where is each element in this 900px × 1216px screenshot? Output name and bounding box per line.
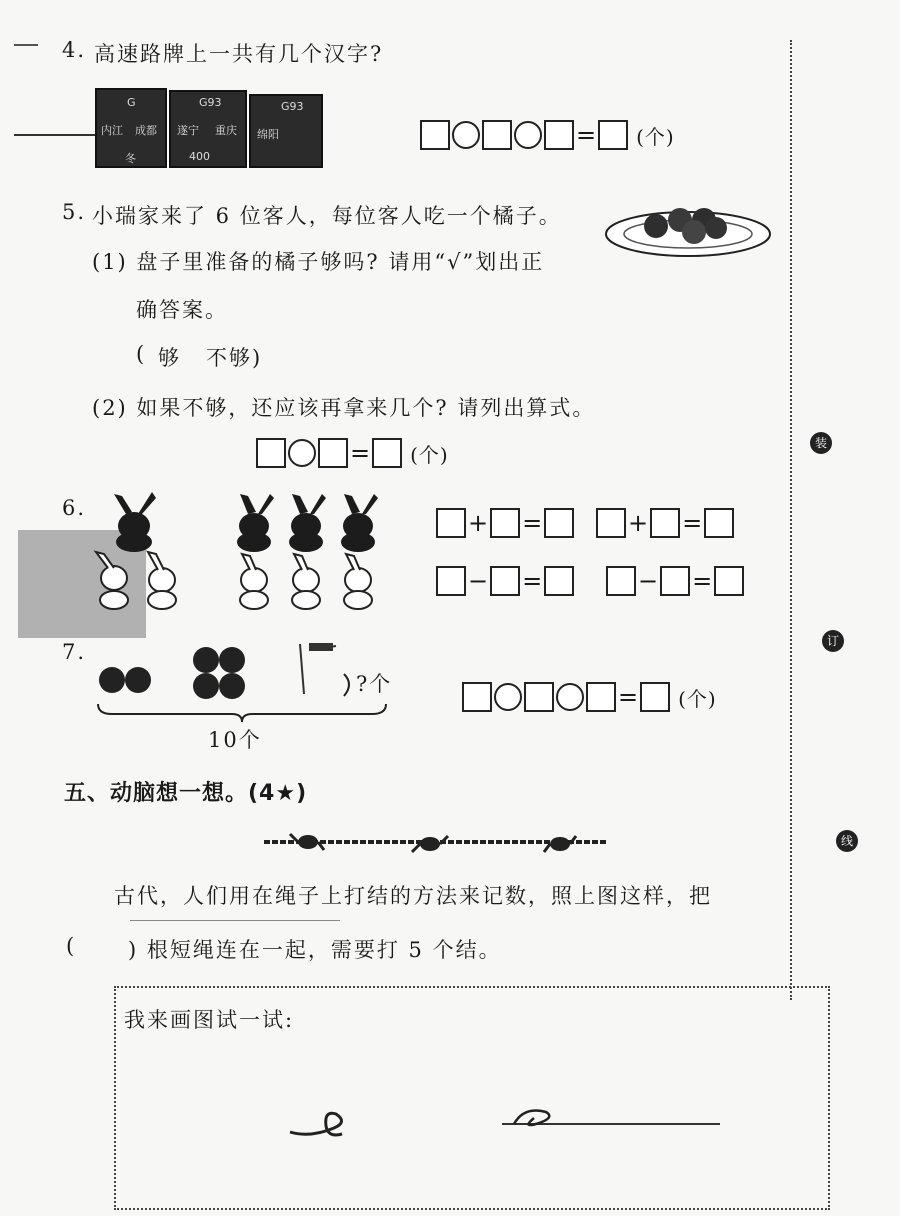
unit-label: (个) [678, 686, 717, 711]
equals-sign: = [576, 121, 597, 149]
equation-q6-sub-1 [436, 566, 574, 596]
unit-label: (个) [636, 124, 675, 149]
knot-icon [290, 834, 324, 850]
choice-not-enough[interactable]: 不够) [206, 346, 263, 370]
equals-sign: = [618, 683, 639, 711]
question-5-number: 5. [62, 200, 87, 224]
sign-1-code: G [127, 96, 136, 109]
answer-box[interactable] [650, 508, 680, 538]
sign-2-right: 重庆 [215, 124, 237, 137]
rabbit-group-right [232, 488, 388, 614]
question-4-number: 4. [62, 38, 87, 62]
equation-q6-sub-2 [606, 566, 744, 596]
minus-sign: − [638, 567, 659, 595]
highway-sign-2 [169, 90, 247, 168]
orange-fruit [682, 220, 706, 244]
equals-sign: = [522, 509, 543, 537]
question-5-text: 小瑞家来了 6 位客人，每位客人吃一个橘子。 [92, 204, 562, 228]
orange-fruit [644, 214, 668, 238]
answer-box[interactable] [482, 120, 512, 150]
margin-underline [130, 920, 340, 921]
question-4-text: 高速路牌上一共有几个汉字? [94, 42, 384, 66]
sign-1-right: 成都 [135, 124, 157, 137]
answer-box[interactable] [372, 438, 402, 468]
black-rabbit-icon [289, 494, 326, 552]
black-rabbit-icon [237, 494, 274, 552]
operator-circle[interactable] [452, 121, 480, 149]
apple-icon [193, 647, 245, 699]
plate-of-oranges [604, 196, 774, 260]
equals-sign: = [522, 567, 543, 595]
equals-sign: = [682, 509, 703, 537]
margin-dash-top [14, 44, 38, 46]
choice-open-paren: ( [136, 342, 147, 366]
answer-box[interactable] [318, 438, 348, 468]
sign-1-bottom: 冬 [125, 152, 136, 165]
question-mark-count: ?个 [356, 672, 393, 696]
answer-box[interactable] [544, 508, 574, 538]
drawing-area[interactable] [114, 986, 830, 1210]
answer-box[interactable] [640, 682, 670, 712]
equation-q7 [462, 682, 717, 712]
equals-sign: = [692, 567, 713, 595]
choice-enough[interactable]: 够 [158, 346, 181, 370]
sign-2-left: 遂宁 [177, 124, 199, 137]
answer-box[interactable] [436, 566, 466, 596]
operator-circle[interactable] [288, 439, 316, 467]
answer-box[interactable] [714, 566, 744, 596]
plus-sign: + [628, 509, 649, 537]
equation-q4 [420, 120, 675, 150]
white-rabbit-icon [344, 554, 372, 609]
sign-3-left: 绵阳 [257, 128, 279, 141]
unit-label: (个) [410, 442, 449, 467]
margin-line-q4 [14, 134, 98, 136]
answer-box[interactable] [660, 566, 690, 596]
question-6-number: 6. [62, 496, 87, 520]
orange-fruit [705, 217, 727, 239]
sign-2-code: G93 [199, 96, 222, 109]
pencil-sketch [284, 1098, 724, 1148]
binding-mark-1: 装 [810, 432, 832, 454]
rabbit-group-left [92, 488, 192, 614]
equals-sign: = [350, 439, 371, 467]
answer-box[interactable] [606, 566, 636, 596]
highway-sign-1 [95, 88, 167, 168]
knot-icon [544, 836, 576, 852]
bracket-right [344, 674, 349, 696]
binding-mark-3: 线 [836, 830, 858, 852]
hidden-apples-bag [300, 644, 336, 694]
equation-q5 [256, 438, 449, 468]
binding-mark-2: 订 [822, 630, 844, 652]
brace-total [98, 704, 386, 722]
question-5-part2: (2) 如果不够，还应该再拿来几个? 请列出算式。 [92, 396, 596, 420]
minus-sign: − [468, 567, 489, 595]
white-rabbit-icon [96, 552, 128, 609]
answer-box[interactable] [490, 566, 520, 596]
answer-box[interactable] [598, 120, 628, 150]
sign-3-code: G93 [281, 100, 304, 113]
equation-q6-add-2 [596, 508, 734, 538]
highway-sign-3 [249, 94, 323, 168]
answer-box[interactable] [596, 508, 626, 538]
answer-box[interactable] [544, 120, 574, 150]
total-count-label: 10个 [208, 728, 262, 752]
binding-dotted-line [790, 40, 792, 1000]
highway-signs [95, 88, 325, 168]
apples-figure [92, 634, 392, 724]
answer-box[interactable] [524, 682, 554, 712]
sign-2-bottom: 400 [189, 150, 210, 163]
question-5-part1-line1: (1) 盘子里准备的橘子够吗? 请用“√”划出正 [92, 250, 545, 274]
answer-box[interactable] [436, 508, 466, 538]
answer-box[interactable] [586, 682, 616, 712]
answer-box[interactable] [704, 508, 734, 538]
answer-box[interactable] [462, 682, 492, 712]
answer-box[interactable] [544, 566, 574, 596]
drawing-area-label: 我来画图试一试: [124, 1008, 295, 1032]
apple-icon [99, 667, 151, 693]
white-rabbit-icon [292, 554, 320, 609]
operator-circle[interactable] [514, 121, 542, 149]
knotted-rope-figure [262, 828, 608, 858]
white-rabbit-icon [148, 552, 176, 609]
rope-answer-open-paren: ( [66, 934, 77, 958]
sign-1-left: 内江 [101, 124, 123, 137]
white-rabbit-icon [240, 554, 268, 609]
black-rabbit-icon [114, 492, 156, 552]
question-5-part1-line2: 确答案。 [136, 298, 228, 322]
operator-circle[interactable] [556, 683, 584, 711]
black-rabbit-icon [341, 494, 378, 552]
equation-q6-add-1 [436, 508, 574, 538]
section-5-title: 五、动脑想一想。(4★) [64, 781, 308, 806]
plus-sign: + [468, 509, 489, 537]
answer-box[interactable] [490, 508, 520, 538]
rope-problem-line2: ) 根短绳连在一起，需要打 5 个结。 [128, 938, 502, 962]
rope-problem-line1: 古代，人们用在绳子上打结的方法来记数，照上图这样，把 [114, 884, 712, 908]
question-7-number: 7. [62, 640, 87, 664]
operator-circle[interactable] [494, 683, 522, 711]
answer-box[interactable] [256, 438, 286, 468]
answer-box[interactable] [420, 120, 450, 150]
